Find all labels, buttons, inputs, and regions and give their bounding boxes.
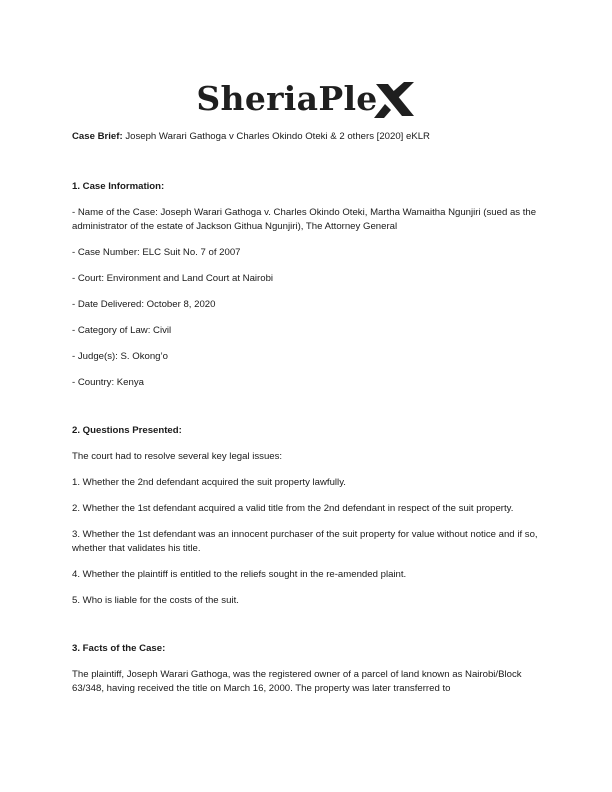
logo-x-icon [374, 80, 416, 120]
section-heading: 1. Case Information: [72, 181, 165, 192]
question-item: 3. Whether the 1st defendant was an innocent purchaser of the suit property for value without notice and if so, whether that validates his title. [72, 529, 538, 554]
questions-intro: The court had to resolve several key legal issues: [72, 451, 283, 462]
section-facts [72, 642, 540, 696]
sheriaplex-logo [0, 76, 612, 122]
question-item: 1. Whether the 2nd defendant acquired the suit property lawfully. [72, 477, 346, 488]
logo-wordmark: SheriaPle [196, 79, 378, 118]
question-item: 2. Whether the 1st defendant acquired a valid title from the 2nd defendant in respect of the suit property. [72, 503, 514, 514]
case-info-item: - Name of the Case: Joseph Warari Gathoga v. Charles Okindo Oteki, Martha Wamaitha Ngunjiri (sued as the administrator of the estate of Jackson Githua Ngunjiri), The Attorney General [72, 207, 537, 232]
section-spacer [72, 402, 540, 424]
case-brief-line [72, 130, 540, 144]
question-item: 4. Whether the plaintiff is entitled to the reliefs sought in the re-amended plaint. [72, 569, 407, 580]
case-brief-label: Case Brief: [72, 131, 123, 142]
case-info-item: - Category of Law: Civil [72, 325, 172, 336]
section-heading: 3. Facts of the Case: [72, 643, 166, 654]
section-case-information [72, 180, 540, 390]
section-spacer [72, 620, 540, 642]
case-info-item: - Date Delivered: October 8, 2020 [72, 299, 216, 310]
case-info-item: - Case Number: ELC Suit No. 7 of 2007 [72, 247, 241, 258]
case-info-item: - Court: Environment and Land Court at Nairobi [72, 273, 274, 284]
document-body [72, 130, 540, 708]
section-questions-presented [72, 424, 540, 608]
facts-paragraph: The plaintiff, Joseph Warari Gathoga, was the registered owner of a parcel of land known as Nairobi/Block 63/348, having received the title on March 16, 2000. The property was later transferred to [72, 669, 522, 694]
logo-wrap [196, 76, 415, 122]
case-info-item: - Country: Kenya [72, 377, 144, 388]
section-heading: 2. Questions Presented: [72, 425, 182, 436]
case-info-item: - Judge(s): S. Okong’o [72, 351, 168, 362]
question-item: 5. Who is liable for the costs of the suit. [72, 595, 239, 606]
case-brief-title: Joseph Warari Gathoga v Charles Okindo Oteki & 2 others [2020] eKLR [122, 131, 430, 142]
